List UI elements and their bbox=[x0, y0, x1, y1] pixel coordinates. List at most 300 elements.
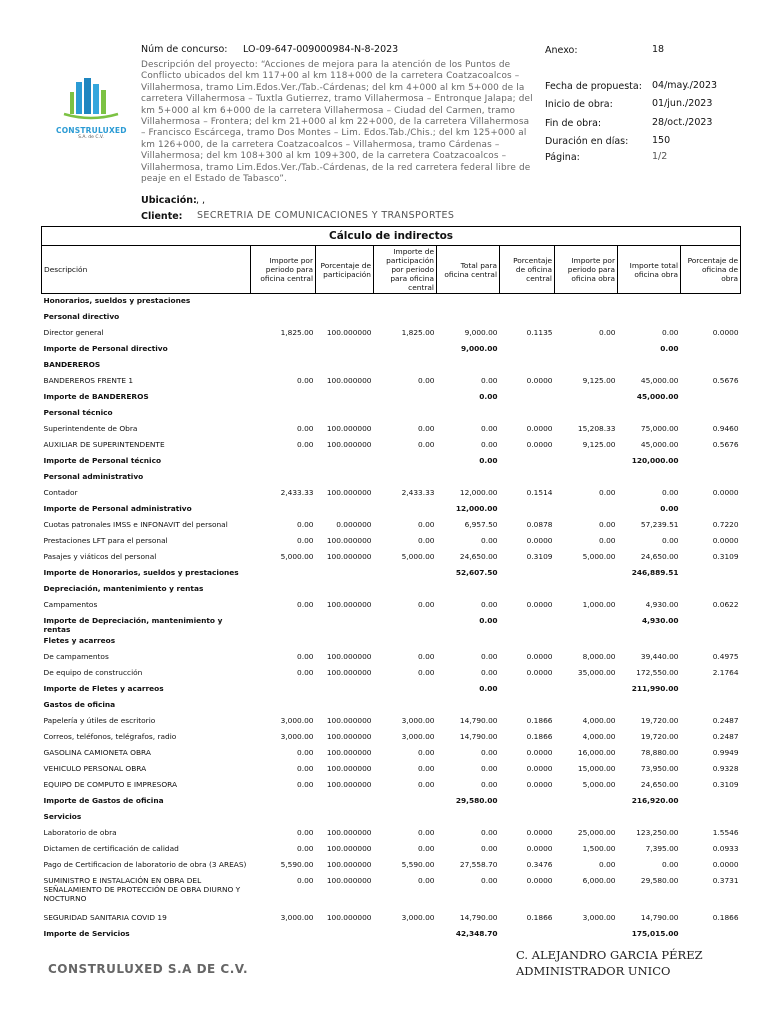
row-value: 29,580.00 bbox=[455, 796, 498, 805]
row-value bbox=[316, 390, 374, 406]
row-value bbox=[251, 358, 316, 374]
fin-label: Fin de obra: bbox=[545, 118, 602, 129]
row-value: 0.4975 bbox=[712, 652, 739, 661]
row-description: Importe de Personal administrativo bbox=[43, 504, 192, 513]
column-header: Porcentaje de participación bbox=[316, 246, 374, 294]
row-value bbox=[555, 634, 618, 650]
row-value: 78,880.00 bbox=[640, 748, 679, 757]
table-row bbox=[42, 438, 741, 454]
row-description: Dictamen de certificación de calidad bbox=[43, 844, 179, 853]
row-value bbox=[374, 406, 437, 422]
row-value: 0.9328 bbox=[712, 764, 739, 773]
row-value: 0.1866 bbox=[526, 716, 553, 725]
description-text: “Acciones de mejora para la atención de los Puntos de Conflicto ubicados del km 117+00 al km 118+000 de la carretera Coatzacoalcos – Villahermosa, tramo Lim.Edos.Ver./Tab.-Cárdenas; del km 4+000 al km 5+000 de la carretera Villahermosa – Tuxtla Gutierrez, tramo Villahermosa – Entronque Jalapa; del km 5+000 al km 6+000 de la carretera Villahermosa – Ciudad del Carmen, tramo Villahermosa – Frontera; del km 21+000 al km 22+000, de la carretera Villahermosa – Francisco Escárcega, tramo Dos Montes – Lim. Edos.Tab./Chis.; del km 125+000 al km 126+000, de la carretera Coatzacoalcos – Villahermosa, tramo Cárdenas – Villahermosa; del km 108+300 al km 109+300, de la carretera Coatzacoalcos – Villahermosa, tramo Lim.Edos.Ver./Tab.-Cárdenas, de la red carretera federal libre de peaje en el Estado de Tabasco”. bbox=[141, 60, 533, 185]
row-value: 0.00 bbox=[481, 652, 498, 661]
row-value: 9,000.00 bbox=[461, 344, 498, 353]
row-value: 15,000.00 bbox=[577, 764, 616, 773]
table-row bbox=[42, 550, 741, 566]
indirect-costs-table-wrapper bbox=[41, 226, 740, 943]
row-value: 0.0000 bbox=[712, 860, 739, 869]
row-value: 3,000.00 bbox=[582, 913, 616, 922]
row-value bbox=[437, 470, 500, 486]
row-value bbox=[500, 682, 555, 698]
row-value bbox=[500, 698, 555, 714]
row-value bbox=[374, 698, 437, 714]
table-row-heading bbox=[42, 406, 741, 422]
row-value bbox=[316, 470, 374, 486]
row-value bbox=[316, 566, 374, 582]
anexo-label: Anexo: bbox=[545, 45, 578, 56]
ubicacion-value: , , bbox=[196, 195, 206, 206]
row-value bbox=[316, 454, 374, 470]
table-row bbox=[42, 422, 741, 438]
row-value bbox=[681, 310, 741, 326]
row-value bbox=[681, 810, 741, 826]
concurso-label: Núm de concurso: bbox=[141, 44, 228, 55]
row-value: 120,000.00 bbox=[631, 456, 679, 465]
building-logo-icon bbox=[56, 76, 126, 126]
row-value: 100.000000 bbox=[326, 716, 372, 725]
row-value: 0.0622 bbox=[712, 600, 739, 609]
row-value bbox=[555, 810, 618, 826]
row-value bbox=[500, 810, 555, 826]
row-value bbox=[555, 294, 618, 311]
row-value: 25,000.00 bbox=[577, 828, 616, 837]
column-header: Porcentaje de oficina central bbox=[500, 246, 555, 294]
row-value bbox=[251, 614, 316, 634]
table-title: Cálculo de indirectos bbox=[42, 227, 741, 246]
row-value: 0.0000 bbox=[526, 536, 553, 545]
table-row bbox=[42, 874, 741, 911]
row-value: 16,000.00 bbox=[577, 748, 616, 757]
row-description: Pago de Certificacion de laboratorio de obra (3 AREAS) bbox=[43, 860, 247, 869]
row-value: 0.00 bbox=[479, 456, 498, 465]
row-description: Importe de Honorarios, sueldos y prestaciones bbox=[43, 568, 239, 577]
row-value: 0.00 bbox=[481, 844, 498, 853]
row-value bbox=[437, 634, 500, 650]
row-value bbox=[681, 634, 741, 650]
row-value: 0.2487 bbox=[712, 716, 739, 725]
row-value bbox=[681, 294, 741, 311]
logo-text: CONSTRULUXED bbox=[56, 126, 127, 135]
table-row-heading bbox=[42, 614, 741, 634]
row-value bbox=[500, 390, 555, 406]
row-value: 0.00 bbox=[418, 376, 435, 385]
fecha-value: 04/may./2023 bbox=[652, 80, 718, 91]
row-value: 0.00 bbox=[660, 344, 679, 353]
row-value: 0.1514 bbox=[526, 488, 553, 497]
row-value: 1,500.00 bbox=[582, 844, 616, 853]
row-value: 0.00 bbox=[481, 536, 498, 545]
row-description: Campamentos bbox=[43, 600, 98, 609]
row-value: 0.1866 bbox=[526, 913, 553, 922]
row-description: Importe de Fletes y acarreos bbox=[43, 684, 164, 693]
row-value: 0.0000 bbox=[526, 876, 553, 885]
cliente-value: SECRETRIA DE COMUNICACIONES Y TRANSPORTES bbox=[197, 210, 455, 221]
row-value: 0.00 bbox=[481, 876, 498, 885]
row-value bbox=[316, 310, 374, 326]
table-row-heading bbox=[42, 698, 741, 714]
row-value: 4,000.00 bbox=[582, 732, 616, 741]
footer-company-name: CONSTRULUXED S.A DE C.V. bbox=[48, 962, 249, 976]
row-value: 0.3476 bbox=[526, 860, 553, 869]
row-value: 0.1135 bbox=[526, 328, 553, 337]
row-value bbox=[316, 927, 374, 943]
column-header: Total para oficina central bbox=[437, 246, 500, 294]
row-value: 75,000.00 bbox=[640, 424, 679, 433]
row-value bbox=[681, 614, 741, 634]
row-value: 0.0878 bbox=[526, 520, 553, 529]
row-value: 211,990.00 bbox=[631, 684, 679, 693]
row-value: 1,825.00 bbox=[280, 328, 314, 337]
row-value: 0.00 bbox=[481, 440, 498, 449]
row-value: 0.0000 bbox=[526, 828, 553, 837]
company-logo bbox=[56, 76, 126, 140]
row-value: 100.000000 bbox=[326, 732, 372, 741]
ubicacion-label: Ubicación: bbox=[141, 195, 197, 206]
row-description: Importe de Personal técnico bbox=[43, 456, 162, 465]
table-row bbox=[42, 598, 741, 614]
row-value: 100.000000 bbox=[326, 748, 372, 757]
row-description: BANDEREROS FRENTE 1 bbox=[43, 376, 134, 385]
row-description: Depreciación, mantenimiento y rentas bbox=[43, 584, 204, 593]
table-row bbox=[42, 374, 741, 390]
row-value: 100.000000 bbox=[326, 860, 372, 869]
row-value: 3,000.00 bbox=[280, 716, 314, 725]
row-value: 0.3731 bbox=[712, 876, 739, 885]
row-value: 42,348.70 bbox=[455, 929, 498, 938]
row-value bbox=[681, 502, 741, 518]
row-value: 5,590.00 bbox=[280, 860, 314, 869]
row-description: Contador bbox=[43, 488, 78, 497]
row-value: 4,930.00 bbox=[642, 616, 679, 625]
row-value: 100.000000 bbox=[326, 652, 372, 661]
table-row-heading bbox=[42, 502, 741, 518]
row-value: 0.00 bbox=[297, 600, 314, 609]
row-value: 0.000000 bbox=[336, 520, 372, 529]
row-value bbox=[374, 502, 437, 518]
table-row bbox=[42, 650, 741, 666]
table-row bbox=[42, 826, 741, 842]
row-value: 100.000000 bbox=[326, 913, 372, 922]
row-value: 0.00 bbox=[660, 504, 679, 513]
row-value: 0.0000 bbox=[712, 488, 739, 497]
row-value: 0.00 bbox=[662, 488, 679, 497]
row-description: Cuotas patronales IMSS e INFONAVIT del personal bbox=[43, 520, 228, 529]
row-value bbox=[618, 358, 681, 374]
row-value: 0.00 bbox=[418, 828, 435, 837]
duracion-label: Duración en días: bbox=[545, 136, 629, 147]
row-value bbox=[374, 566, 437, 582]
row-value: 7,395.00 bbox=[645, 844, 679, 853]
row-value: 2.1764 bbox=[712, 668, 739, 677]
row-value bbox=[316, 682, 374, 698]
row-value bbox=[500, 310, 555, 326]
row-value: 57,239.51 bbox=[640, 520, 679, 529]
concurso-value: LO-09-647-009000984-N-8-2023 bbox=[243, 44, 399, 55]
row-value bbox=[681, 582, 741, 598]
row-value: 0.00 bbox=[297, 652, 314, 661]
row-value: 35,000.00 bbox=[577, 668, 616, 677]
logo-subtext: S.A. de C.V. bbox=[78, 135, 104, 140]
table-row bbox=[42, 326, 741, 342]
row-value bbox=[555, 358, 618, 374]
anexo-value: 18 bbox=[652, 44, 665, 55]
row-value: 0.00 bbox=[662, 536, 679, 545]
row-value: 0.00 bbox=[418, 600, 435, 609]
column-header: Importe total oficina obra bbox=[618, 246, 681, 294]
row-value bbox=[374, 614, 437, 634]
table-row bbox=[42, 714, 741, 730]
row-value bbox=[374, 454, 437, 470]
table-row-heading bbox=[42, 582, 741, 598]
row-value: 0.3109 bbox=[526, 552, 553, 561]
row-value: 3,000.00 bbox=[401, 732, 435, 741]
row-value bbox=[374, 582, 437, 598]
row-description: Importe de BANDEREROS bbox=[43, 392, 149, 401]
row-value bbox=[500, 566, 555, 582]
row-value: 100.000000 bbox=[326, 424, 372, 433]
row-description: SUMINISTRO E INSTALACIÓN EN OBRA DEL SEÑALAMIENTO DE PROTECCIÓN DE OBRA DIURNO Y NOCTURNO bbox=[43, 876, 241, 903]
row-value: 0.00 bbox=[297, 536, 314, 545]
row-value: 4,000.00 bbox=[582, 716, 616, 725]
row-value: 0.0000 bbox=[712, 328, 739, 337]
row-value: 0.00 bbox=[481, 748, 498, 757]
row-value bbox=[251, 342, 316, 358]
row-value: 0.7220 bbox=[712, 520, 739, 529]
row-description: Servicios bbox=[43, 812, 82, 821]
row-value: 15,208.33 bbox=[577, 424, 616, 433]
row-description: Director general bbox=[43, 328, 104, 337]
row-value bbox=[555, 582, 618, 598]
column-header: Importe de participación por periodo para oficina central bbox=[374, 246, 437, 294]
row-value: 14,790.00 bbox=[459, 716, 498, 725]
row-value bbox=[437, 310, 500, 326]
row-value: 6,000.00 bbox=[582, 876, 616, 885]
row-value bbox=[500, 614, 555, 634]
row-value: 9,000.00 bbox=[464, 328, 498, 337]
row-value bbox=[500, 342, 555, 358]
row-value: 14,790.00 bbox=[640, 913, 679, 922]
row-value bbox=[500, 927, 555, 943]
row-value: 2,433.33 bbox=[401, 488, 435, 497]
row-value: 3,000.00 bbox=[401, 716, 435, 725]
row-value bbox=[500, 634, 555, 650]
row-value: 24,650.00 bbox=[640, 552, 679, 561]
row-value: 100.000000 bbox=[326, 440, 372, 449]
row-value: 0.00 bbox=[481, 764, 498, 773]
row-value bbox=[681, 454, 741, 470]
row-value: 100.000000 bbox=[326, 780, 372, 789]
row-value bbox=[316, 406, 374, 422]
column-header-row bbox=[42, 246, 741, 294]
fin-value: 28/oct./2023 bbox=[652, 117, 713, 128]
row-value: 45,000.00 bbox=[640, 376, 679, 385]
row-value bbox=[251, 390, 316, 406]
row-value: 0.00 bbox=[418, 536, 435, 545]
row-value: 216,920.00 bbox=[631, 796, 679, 805]
row-value: 24,650.00 bbox=[640, 780, 679, 789]
row-value bbox=[681, 566, 741, 582]
row-value: 175,015.00 bbox=[631, 929, 679, 938]
row-value: 0.00 bbox=[662, 328, 679, 337]
row-value bbox=[500, 406, 555, 422]
project-description bbox=[141, 60, 533, 185]
row-description: Gastos de oficina bbox=[43, 700, 116, 709]
row-value: 0.00 bbox=[599, 488, 616, 497]
row-value bbox=[555, 614, 618, 634]
inicio-label: Inicio de obra: bbox=[545, 99, 613, 110]
row-value: 0.00 bbox=[418, 780, 435, 789]
table-body bbox=[42, 294, 741, 944]
row-value bbox=[500, 294, 555, 311]
row-value bbox=[374, 470, 437, 486]
row-value bbox=[555, 794, 618, 810]
row-value bbox=[437, 810, 500, 826]
row-value: 0.00 bbox=[481, 376, 498, 385]
row-value bbox=[251, 310, 316, 326]
row-value: 0.0000 bbox=[526, 748, 553, 757]
row-value: 0.0000 bbox=[526, 668, 553, 677]
table-row-heading bbox=[42, 294, 741, 311]
row-value: 5,590.00 bbox=[401, 860, 435, 869]
row-value: 100.000000 bbox=[326, 668, 372, 677]
table-row bbox=[42, 518, 741, 534]
table-row-heading bbox=[42, 454, 741, 470]
row-value: 0.3109 bbox=[712, 780, 739, 789]
row-value: 0.9460 bbox=[712, 424, 739, 433]
row-value bbox=[251, 502, 316, 518]
row-value bbox=[374, 358, 437, 374]
row-value: 100.000000 bbox=[326, 876, 372, 885]
row-value: 0.00 bbox=[599, 860, 616, 869]
row-value: 5,000.00 bbox=[582, 552, 616, 561]
row-value: 0.00 bbox=[418, 764, 435, 773]
row-value bbox=[251, 698, 316, 714]
row-description: Correos, teléfonos, telégrafos, radio bbox=[43, 732, 177, 741]
row-value bbox=[500, 470, 555, 486]
duracion-value: 150 bbox=[652, 135, 671, 146]
row-description: Honorarios, sueldos y prestaciones bbox=[43, 296, 191, 305]
row-description: Fletes y acarreos bbox=[43, 636, 116, 645]
row-value bbox=[681, 698, 741, 714]
table-row bbox=[42, 911, 741, 927]
row-value bbox=[555, 454, 618, 470]
row-value: 0.00 bbox=[481, 600, 498, 609]
row-value bbox=[316, 294, 374, 311]
row-value bbox=[316, 358, 374, 374]
row-value bbox=[316, 342, 374, 358]
row-value: 0.00 bbox=[418, 652, 435, 661]
row-value: 0.0000 bbox=[526, 652, 553, 661]
row-value bbox=[374, 342, 437, 358]
column-header: Descripción bbox=[42, 246, 251, 294]
row-description: BANDEREROS bbox=[43, 360, 101, 369]
row-value: 100.000000 bbox=[326, 488, 372, 497]
row-value: 4,930.00 bbox=[645, 600, 679, 609]
row-value: 0.00 bbox=[297, 844, 314, 853]
row-value: 3,000.00 bbox=[280, 913, 314, 922]
row-value: 19,720.00 bbox=[640, 732, 679, 741]
row-value: 0.00 bbox=[662, 860, 679, 869]
row-value: 1,000.00 bbox=[582, 600, 616, 609]
row-description: Personal técnico bbox=[43, 408, 113, 417]
row-value: 0.00 bbox=[418, 844, 435, 853]
row-value: 52,607.50 bbox=[455, 568, 498, 577]
row-description: Personal directivo bbox=[43, 312, 120, 321]
table-row-heading bbox=[42, 682, 741, 698]
row-value: 0.00 bbox=[479, 684, 498, 693]
table-row-heading bbox=[42, 927, 741, 943]
row-value bbox=[251, 634, 316, 650]
row-value bbox=[316, 582, 374, 598]
table-row-heading bbox=[42, 634, 741, 650]
row-value bbox=[374, 794, 437, 810]
row-value: 45,000.00 bbox=[636, 392, 679, 401]
row-value: 0.3109 bbox=[712, 552, 739, 561]
row-value bbox=[500, 794, 555, 810]
row-value bbox=[555, 390, 618, 406]
table-row-heading bbox=[42, 390, 741, 406]
row-value bbox=[555, 566, 618, 582]
row-description: Pasajes y viáticos del personal bbox=[43, 552, 157, 561]
row-value: 39,440.00 bbox=[640, 652, 679, 661]
row-value: 3,000.00 bbox=[401, 913, 435, 922]
row-value bbox=[555, 502, 618, 518]
row-description: Papelería y útiles de escritorio bbox=[43, 716, 156, 725]
table-row-heading bbox=[42, 566, 741, 582]
signer-name: C. ALEJANDRO GARCIA PÉREZ bbox=[516, 948, 703, 962]
row-value: 0.00 bbox=[297, 376, 314, 385]
row-value: 0.0933 bbox=[712, 844, 739, 853]
row-value bbox=[681, 358, 741, 374]
row-value bbox=[437, 358, 500, 374]
row-value bbox=[618, 470, 681, 486]
table-row bbox=[42, 534, 741, 550]
row-value: 0.00 bbox=[297, 520, 314, 529]
row-value bbox=[374, 390, 437, 406]
row-value bbox=[251, 682, 316, 698]
row-value: 9,125.00 bbox=[582, 376, 616, 385]
row-value: 0.00 bbox=[297, 828, 314, 837]
row-value bbox=[374, 634, 437, 650]
row-value: 0.00 bbox=[418, 440, 435, 449]
row-value: 100.000000 bbox=[326, 600, 372, 609]
row-value bbox=[555, 927, 618, 943]
table-row bbox=[42, 730, 741, 746]
row-value: 0.0000 bbox=[526, 424, 553, 433]
inicio-value: 01/jun./2023 bbox=[652, 98, 713, 109]
row-value bbox=[500, 582, 555, 598]
row-value bbox=[681, 682, 741, 698]
row-value: 0.00 bbox=[481, 828, 498, 837]
row-value: 0.1866 bbox=[526, 732, 553, 741]
row-description: VEHICULO PERSONAL OBRA bbox=[43, 764, 147, 773]
row-value: 100.000000 bbox=[326, 828, 372, 837]
row-value: 8,000.00 bbox=[582, 652, 616, 661]
row-value bbox=[251, 406, 316, 422]
row-value bbox=[316, 634, 374, 650]
row-value: 0.0000 bbox=[526, 764, 553, 773]
row-description: De equipo de construcción bbox=[43, 668, 143, 677]
row-value bbox=[555, 406, 618, 422]
signature-block bbox=[516, 947, 703, 979]
row-value: 0.00 bbox=[297, 668, 314, 677]
row-description: AUXILIAR DE SUPERINTENDENTE bbox=[43, 440, 165, 449]
row-value bbox=[316, 698, 374, 714]
row-description: EQUIPO DE COMPUTO E IMPRESORA bbox=[43, 780, 178, 789]
row-value bbox=[251, 794, 316, 810]
